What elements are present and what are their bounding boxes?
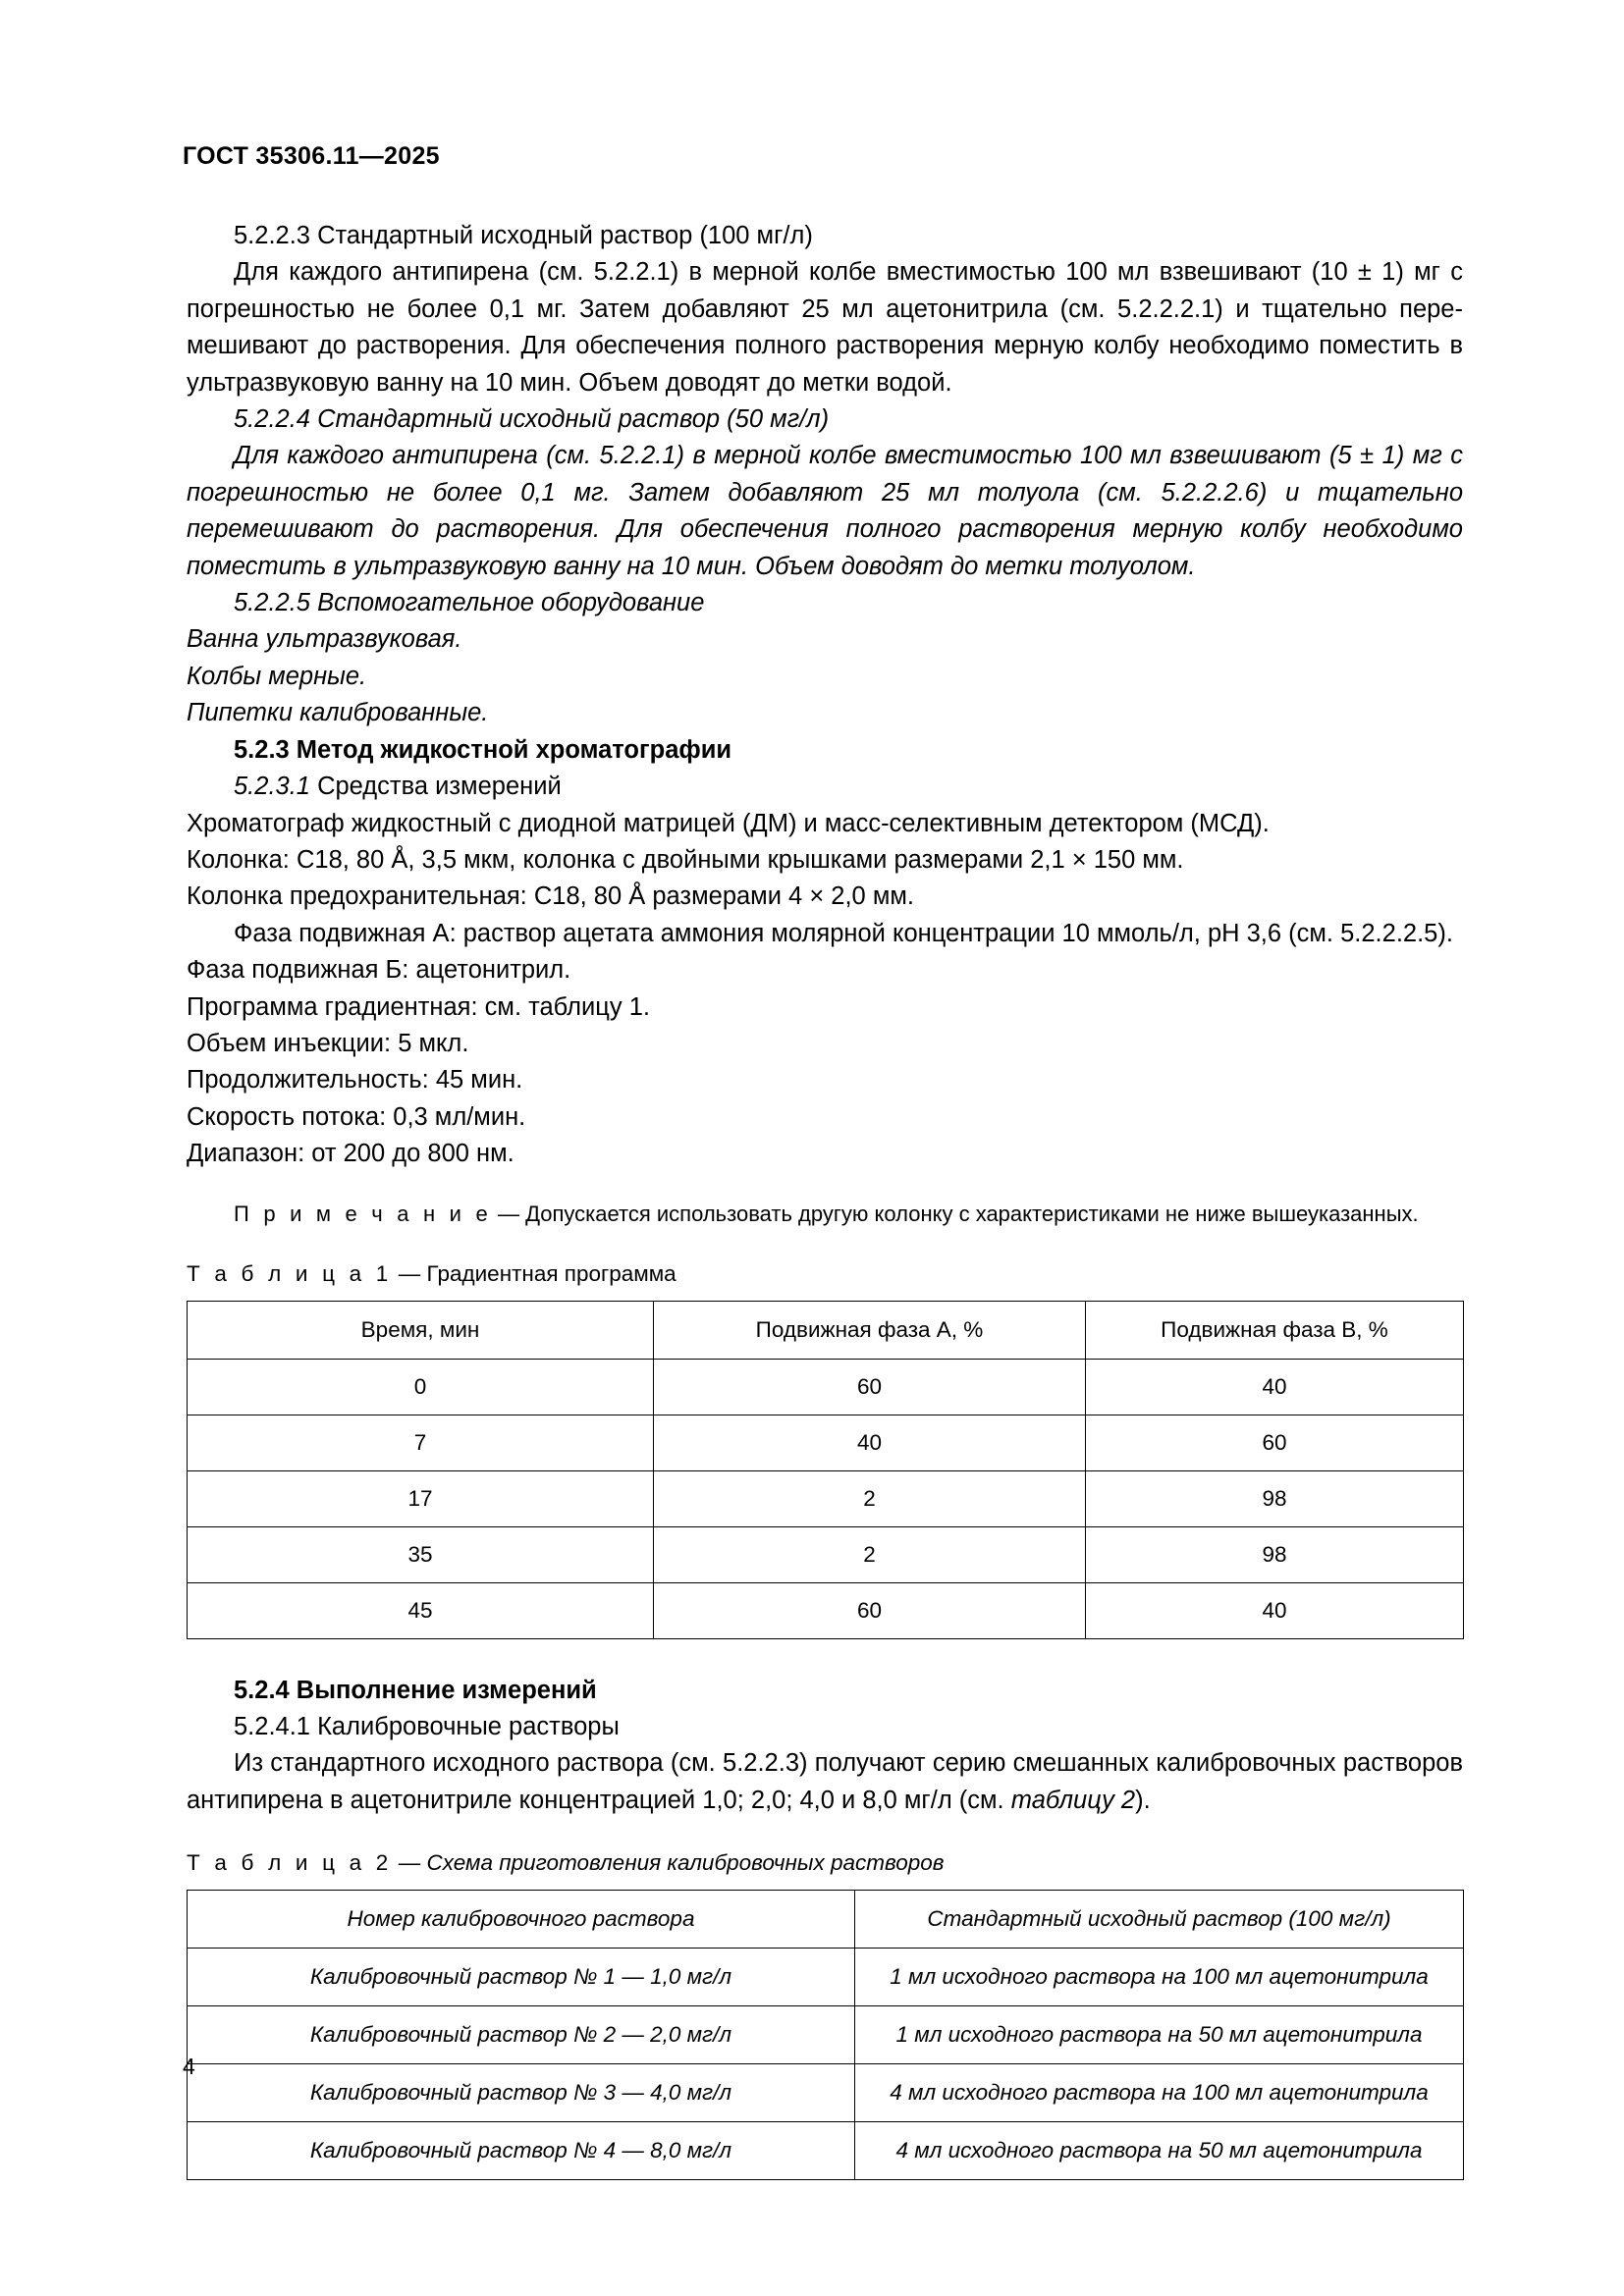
table-header-row (188, 1891, 1464, 1949)
table-cell: 2 (654, 1470, 1086, 1526)
table-2-caption (187, 1848, 1463, 1878)
table-1-header-time: Время, мин (188, 1301, 654, 1359)
table-cell: 45 (188, 1582, 654, 1638)
table-cell: 4 мл исходного раствора на 100 мл ацетонитрила (855, 2064, 1464, 2122)
table-cell: 40 (654, 1415, 1086, 1470)
table-2-reference: таблицу 2 (1010, 1786, 1136, 1814)
table-cell: 1 мл исходного раствора на 100 мл ацетонитрила (855, 1949, 1464, 2006)
clause-5-2-3-1-number: 5.2.3.1 (234, 773, 310, 801)
table-1-header-phase-b: Подвижная фаза В, % (1086, 1301, 1464, 1359)
spec-guard-column: Колонка предохранительная: С18, 80 Å размерами 4 × 2,0 мм. (187, 882, 914, 911)
clause-5-2-3-1-title: Средства измерений (309, 773, 562, 801)
table-cell: 98 (1086, 1526, 1464, 1582)
clause-5-2-2-3-text: Для каждого антипирена (см. 5.2.2.1) в мерной колбе вместимостью 100 мл взвешивают (10 ± 1) мг с погрешностью не более 0,1 мг. Затем добавляют 25 мл ацетонитрила (см. 5.2.2.2.1) и тщательно перемешивают до растворения. Для обеспечения полного растворения мерную колбу необходимо поместить в ультразвуковую ванну на 10 мин. Объем доводят до метки водой. (187, 258, 1463, 397)
table-header-row (188, 1301, 1464, 1359)
table-cell: Калибровочный раствор № 1 — 1,0 мг/л (188, 1949, 855, 2006)
spec-gradient-program: Программа градиентная: см. таблицу 1. (187, 992, 650, 1021)
page-header-standard-number: ГОСТ 35306.11—2025 (183, 142, 440, 170)
table-cell: 60 (654, 1359, 1086, 1415)
table-cell: Калибровочный раствор № 3 — 4,0 мг/л (188, 2064, 855, 2122)
note-dash: — (491, 1201, 526, 1226)
table-cell: 7 (188, 1415, 654, 1470)
clause-5-2-2-4-heading: 5.2.2.4 Стандартный исходный раствор (50 мг/л) (234, 405, 830, 434)
equipment-item-volumetric-flasks: Колбы мерные. (187, 662, 367, 690)
spec-mobile-phase-b: Фаза подвижная Б: ацетонитрил. (187, 956, 571, 985)
table-cell: 60 (654, 1582, 1086, 1638)
table-2-header-stock-solution: Стандартный исходный раствор (100 мг/л) (855, 1891, 1464, 1949)
equipment-item-ultrasonic-bath: Ванна ультразвуковая. (187, 625, 462, 654)
spec-mobile-phase-a: Фаза подвижная А: раствор ацетата аммония молярной концентрации 10 ммоль/л, рН 3,6 (см. 5.2.2.2.5). (234, 919, 1453, 947)
table-2-header-solution-number: Номер калибровочного раствора (188, 1891, 855, 1949)
table-gradient-program (187, 1301, 1464, 1639)
table-row (188, 1415, 1464, 1470)
table-cell: Калибровочный раствор № 4 — 8,0 мг/л (188, 2122, 855, 2180)
table-row (188, 1526, 1464, 1582)
table-row (188, 1582, 1464, 1638)
table-cell: 60 (1086, 1415, 1464, 1470)
spec-duration: Продолжительность: 45 мин. (187, 1066, 523, 1095)
table-1-caption (187, 1259, 1463, 1289)
table-cell: 2 (654, 1526, 1086, 1582)
spec-column: Колонка: С18, 80 Å, 3,5 мкм, колонка с двойными крышками размерами 2,1 × 150 мм. (187, 845, 1184, 874)
table-row (188, 1949, 1464, 2006)
table-row (188, 2006, 1464, 2064)
table-cell: 0 (188, 1359, 654, 1415)
clause-5-2-3-1-heading (187, 769, 1463, 805)
table-row (188, 2064, 1464, 2122)
table-1-caption-label: Т а б л и ц а 1 (187, 1260, 393, 1286)
table-cell: 98 (1086, 1470, 1464, 1526)
spec-flow-rate: Скорость потока: 0,3 мл/мин. (187, 1102, 526, 1131)
clause-5-2-3-heading: 5.2.3 Метод жидкостной хроматографии (234, 735, 732, 764)
table-row (188, 1359, 1464, 1415)
calibration-text-part3: ). (1135, 1786, 1151, 1814)
table-1-caption-dash: — (392, 1260, 427, 1286)
table-cell: 4 мл исходного раствора на 50 мл ацетонитрила (855, 2122, 1464, 2180)
table-row (188, 2122, 1464, 2180)
table-2-caption-dash: — (392, 1850, 427, 1876)
table-cell: 17 (188, 1470, 654, 1526)
table-cell: Калибровочный раствор № 2 — 2,0 мг/л (188, 2006, 855, 2064)
clause-5-2-2-4-text: Для каждого антипирена (см. 5.2.2.1) в мерной колбе вместимостью 100 мл взвешивают (5 ± 1) мг с погрешностью не более 0,1 мг. Затем добавляют 25 мл толуола (см. 5.2.2.2.6) и тщательно перемешивают до растворения. Для обеспечения полного растворения мерную колбу необходимо поместить в ультразвуковую ванну на 10 мин. Объем доводят до метки толуолом. (187, 442, 1463, 580)
note-label: П р и м е ч а н и е (234, 1201, 492, 1226)
table-1-caption-text: Градиентная программа (426, 1260, 677, 1286)
clause-5-2-4-1-heading: 5.2.4.1 Калибровочные растворы (234, 1712, 620, 1740)
note-block (187, 1199, 1463, 1230)
clause-5-2-4-1-text (187, 1745, 1463, 1819)
table-2-caption-label: Т а б л и ц а 2 (187, 1850, 393, 1876)
table-calibration-solutions (187, 1890, 1464, 2180)
spec-injection-volume: Объем инъекции: 5 мкл. (187, 1029, 469, 1057)
table-cell: 1 мл исходного раствора на 50 мл ацетонитрила (855, 2006, 1464, 2064)
clause-5-2-2-5-heading: 5.2.2.5 Вспомогательное оборудование (234, 589, 705, 617)
table-row (188, 1470, 1464, 1526)
spacer (187, 1639, 1463, 1673)
note-text: Допускается использовать другую колонку с характеристиками не ниже вышеуказанных. (525, 1201, 1419, 1226)
equipment-item-calibrated-pipettes: Пипетки калиброванные. (187, 699, 489, 727)
page-number: 4 (183, 2054, 195, 2079)
spec-range: Диапазон: от 200 до 800 нм. (187, 1140, 514, 1168)
table-1-header-phase-a: Подвижная фаза А, % (654, 1301, 1086, 1359)
spec-chromatograph: Хроматограф жидкостный с диодной матрицей (ДМ) и масс-селективным детектором (МСД). (187, 809, 1270, 837)
table-cell: 40 (1086, 1359, 1464, 1415)
document-body (187, 218, 1463, 2180)
clause-5-2-2-3-heading: 5.2.2.3 Стандартный исходный раствор (100 мг/л) (234, 222, 813, 249)
table-cell: 40 (1086, 1582, 1464, 1638)
table-cell: 35 (188, 1526, 654, 1582)
table-2-caption-text: Схема приготовления калибровочных растворов (426, 1850, 945, 1876)
clause-5-2-4-heading: 5.2.4 Выполнение измерений (234, 1676, 597, 1704)
calibration-text-part1: Из стандартного исходного раствора (см. 5.2.2.3) получают серию смешанных калибровочных растворов антипирена в ацетонитриле концентрацией 1,0; 2,0; 4,0 и 8,0 мг/л (см. (187, 1749, 1463, 1814)
